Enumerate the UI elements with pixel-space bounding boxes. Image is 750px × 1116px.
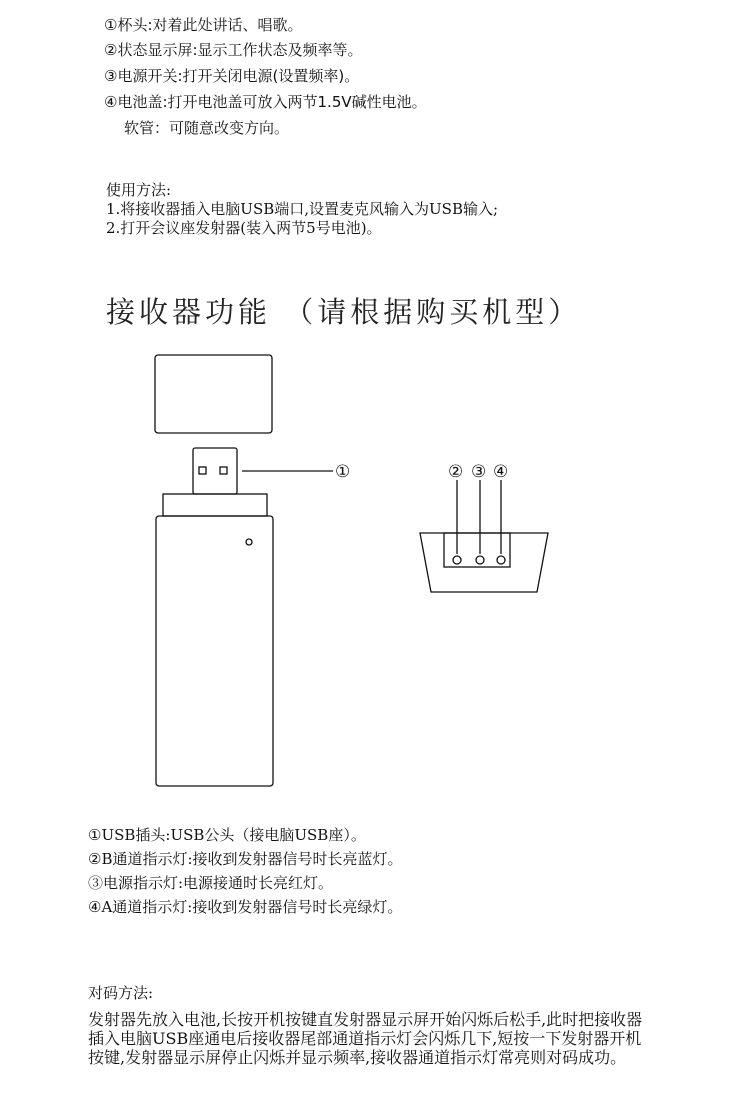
led-a (497, 556, 505, 564)
usage-step-2: 2.打开会议座发射器(装入两节5号电池)。 (106, 219, 382, 237)
callout-2-label: ② (448, 462, 464, 482)
part-3: ③电源开关:打开关闭电源(设置频率)。 (104, 67, 360, 85)
part-4: ④电池盖:打开电池盖可放入两节1.5V碱性电池。 (104, 93, 427, 111)
usage-step-1: 1.将接收器插入电脑USB端口,设置麦克风输入为USB输入; (106, 200, 499, 218)
section-title: 接收器功能 （请根据购买机型） (106, 295, 582, 329)
pairing-body: 发射器先放入电池,长按开机按键直发射器显示屏开始闪烁后松手,此时把接收器插入电脑USB座通电后接收器尾部通道指示灯会闪烁几下,短按一下发射器开机按键,发射器显示屏停止闪烁并显示频率,接收器通道指示灯常亮则对码成功。 (88, 1010, 643, 1067)
pairing-heading: 对码方法: (88, 984, 154, 1002)
part-2: ②状态显示屏:显示工作状态及频率等。 (104, 41, 363, 59)
legend-1: ①USB插头:USB公头（接电脑USB座）。 (88, 826, 366, 844)
led-b (453, 556, 461, 564)
callout-3-label: ③ (471, 462, 487, 482)
led-power (476, 556, 484, 564)
callout-1-label: ① (335, 462, 351, 482)
legend-2: ②B通道指示灯:接收到发射器信号时长亮蓝灯。 (88, 850, 403, 868)
body-indicator-dot (246, 539, 252, 545)
part-hose: 软管：可随意改变方向。 (124, 119, 290, 137)
receiver-cap (155, 355, 272, 433)
part-1: ①杯头:对着此处讲话、唱歌。 (104, 16, 303, 34)
callout-4-label: ④ (493, 462, 509, 482)
legend-3: ③电源指示灯:电源接通时长亮红灯。 (88, 874, 334, 892)
usage-heading: 使用方法: (106, 181, 172, 199)
receiver-end-view (420, 533, 548, 592)
receiver-collar (163, 494, 267, 516)
legend-4: ④A通道指示灯:接收到发射器信号时长亮绿灯。 (88, 898, 403, 916)
receiver-body (156, 516, 273, 786)
